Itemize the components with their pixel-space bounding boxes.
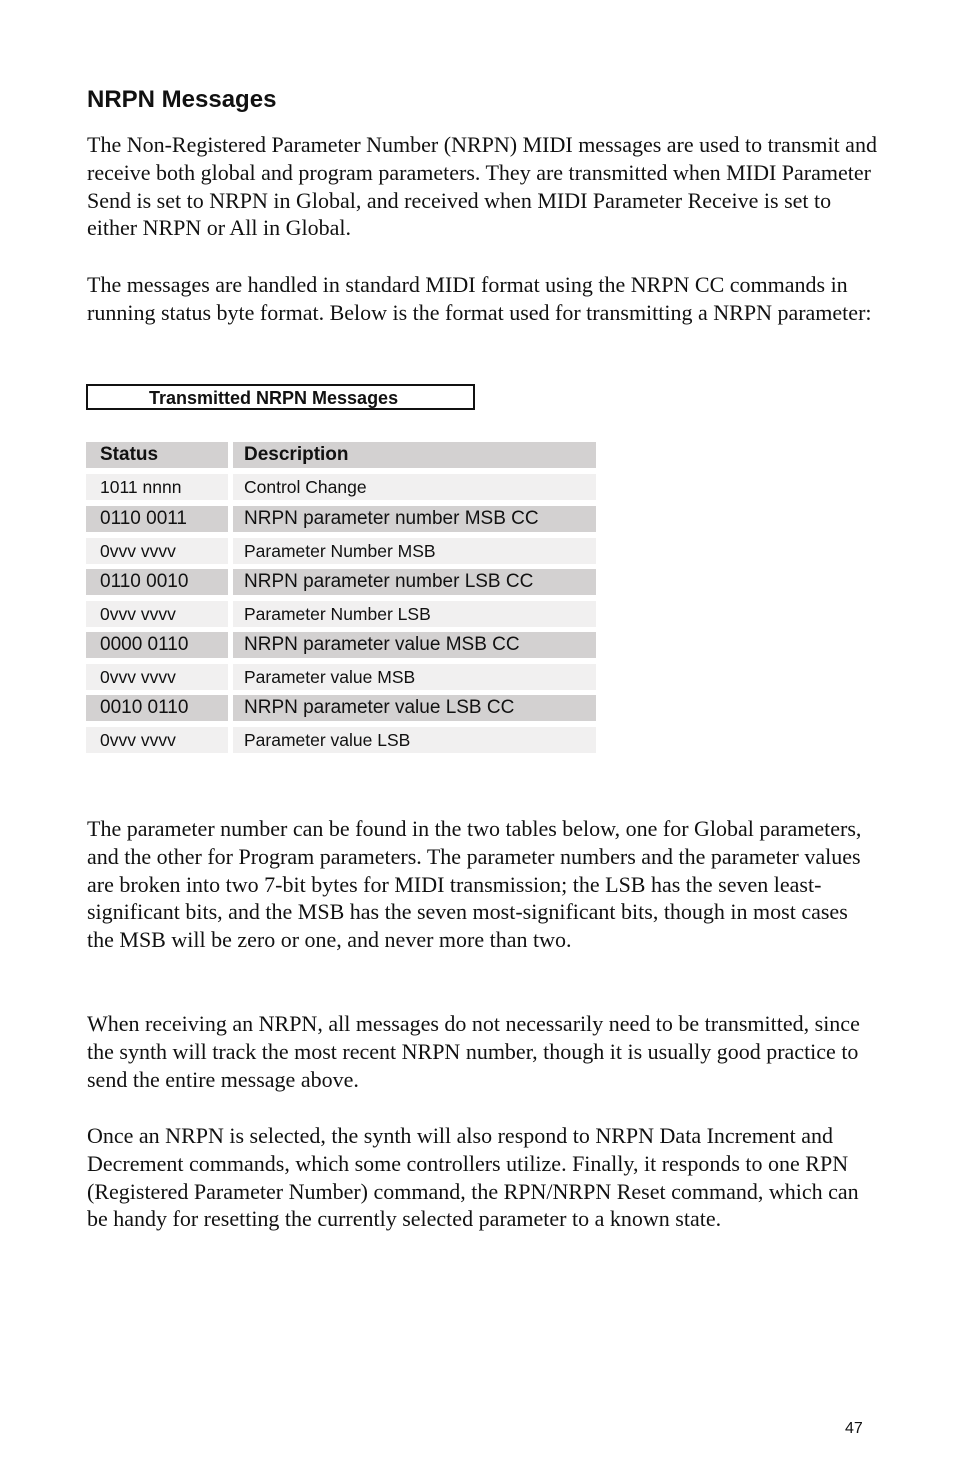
description-cell: Parameter value LSB bbox=[233, 727, 596, 753]
description-cell: Parameter Number MSB bbox=[233, 538, 596, 564]
description-cell: NRPN parameter value MSB CC bbox=[233, 632, 596, 658]
format-paragraph: The messages are handled in standard MIDI format using the NRPN CC commands in running status byte format. Below is the format used for transmitting a NRPN parameter: bbox=[87, 272, 872, 325]
table-row bbox=[86, 506, 596, 532]
table-row bbox=[86, 632, 596, 658]
table-row bbox=[86, 601, 596, 627]
table-row bbox=[86, 695, 596, 721]
status-cell: 0110 0011 bbox=[86, 506, 228, 532]
status-cell: 0010 0110 bbox=[86, 695, 228, 721]
description-cell: NRPN parameter number MSB CC bbox=[233, 506, 596, 532]
receiving-paragraph: When receiving an NRPN, all messages do not necessarily need to be transmitted, since the synth will track the most recent NRPN number, though it is usually good practice to send the entire message above. bbox=[87, 1011, 860, 1092]
header-description: Description bbox=[233, 442, 596, 468]
status-cell: 1011 nnnn bbox=[86, 474, 228, 500]
table-header-row bbox=[86, 442, 596, 468]
status-cell: 0000 0110 bbox=[86, 632, 228, 658]
status-cell: 0vvv vvvv bbox=[86, 727, 228, 753]
table-row bbox=[86, 538, 596, 564]
page-number: 47 bbox=[845, 1420, 863, 1437]
description-cell: NRPN parameter value LSB CC bbox=[233, 695, 596, 721]
description-cell: NRPN parameter number LSB CC bbox=[233, 569, 596, 595]
description-cell: Control Change bbox=[233, 474, 596, 500]
status-cell: 0110 0010 bbox=[86, 569, 228, 595]
status-cell: 0vvv vvvv bbox=[86, 601, 228, 627]
table-row bbox=[86, 474, 596, 500]
table-row bbox=[86, 727, 596, 753]
status-cell: 0vvv vvvv bbox=[86, 538, 228, 564]
parameter-number-paragraph: The parameter number can be found in the two tables below, one for Global parameters, and the other for Program parameters. The parameter numbers and the parameter values are broken into two 7-bit bytes for MIDI transmission; the LSB has the seven least-significant bits, and the MSB has the seven most-significant bits, though in most cases the MSB will be zero or one, and never more than two. bbox=[87, 816, 862, 953]
table-title: Transmitted NRPN Messages bbox=[86, 384, 475, 410]
header-status: Status bbox=[86, 442, 228, 468]
table-row bbox=[86, 664, 596, 690]
status-cell: 0vvv vvvv bbox=[86, 664, 228, 690]
description-cell: Parameter value MSB bbox=[233, 664, 596, 690]
section-heading: NRPN Messages bbox=[87, 86, 277, 113]
table-row bbox=[86, 569, 596, 595]
description-cell: Parameter Number LSB bbox=[233, 601, 596, 627]
increment-paragraph: Once an NRPN is selected, the synth will also respond to NRPN Data Increment and Decrement commands, which some controllers utilize. Finally, it responds to one RPN (Registered Parameter Number) command, the RPN/NRPN Reset command, which can be handy for resetting the currently selected parameter to a known state. bbox=[87, 1123, 859, 1232]
intro-paragraph: The Non-Registered Parameter Number (NRPN) MIDI messages are used to transmit and receive both global and program parameters. They are transmitted when MIDI Parameter Send is set to NRPN in Global, and received when MIDI Parameter Receive is set to either NRPN or All in Global. bbox=[87, 132, 877, 241]
